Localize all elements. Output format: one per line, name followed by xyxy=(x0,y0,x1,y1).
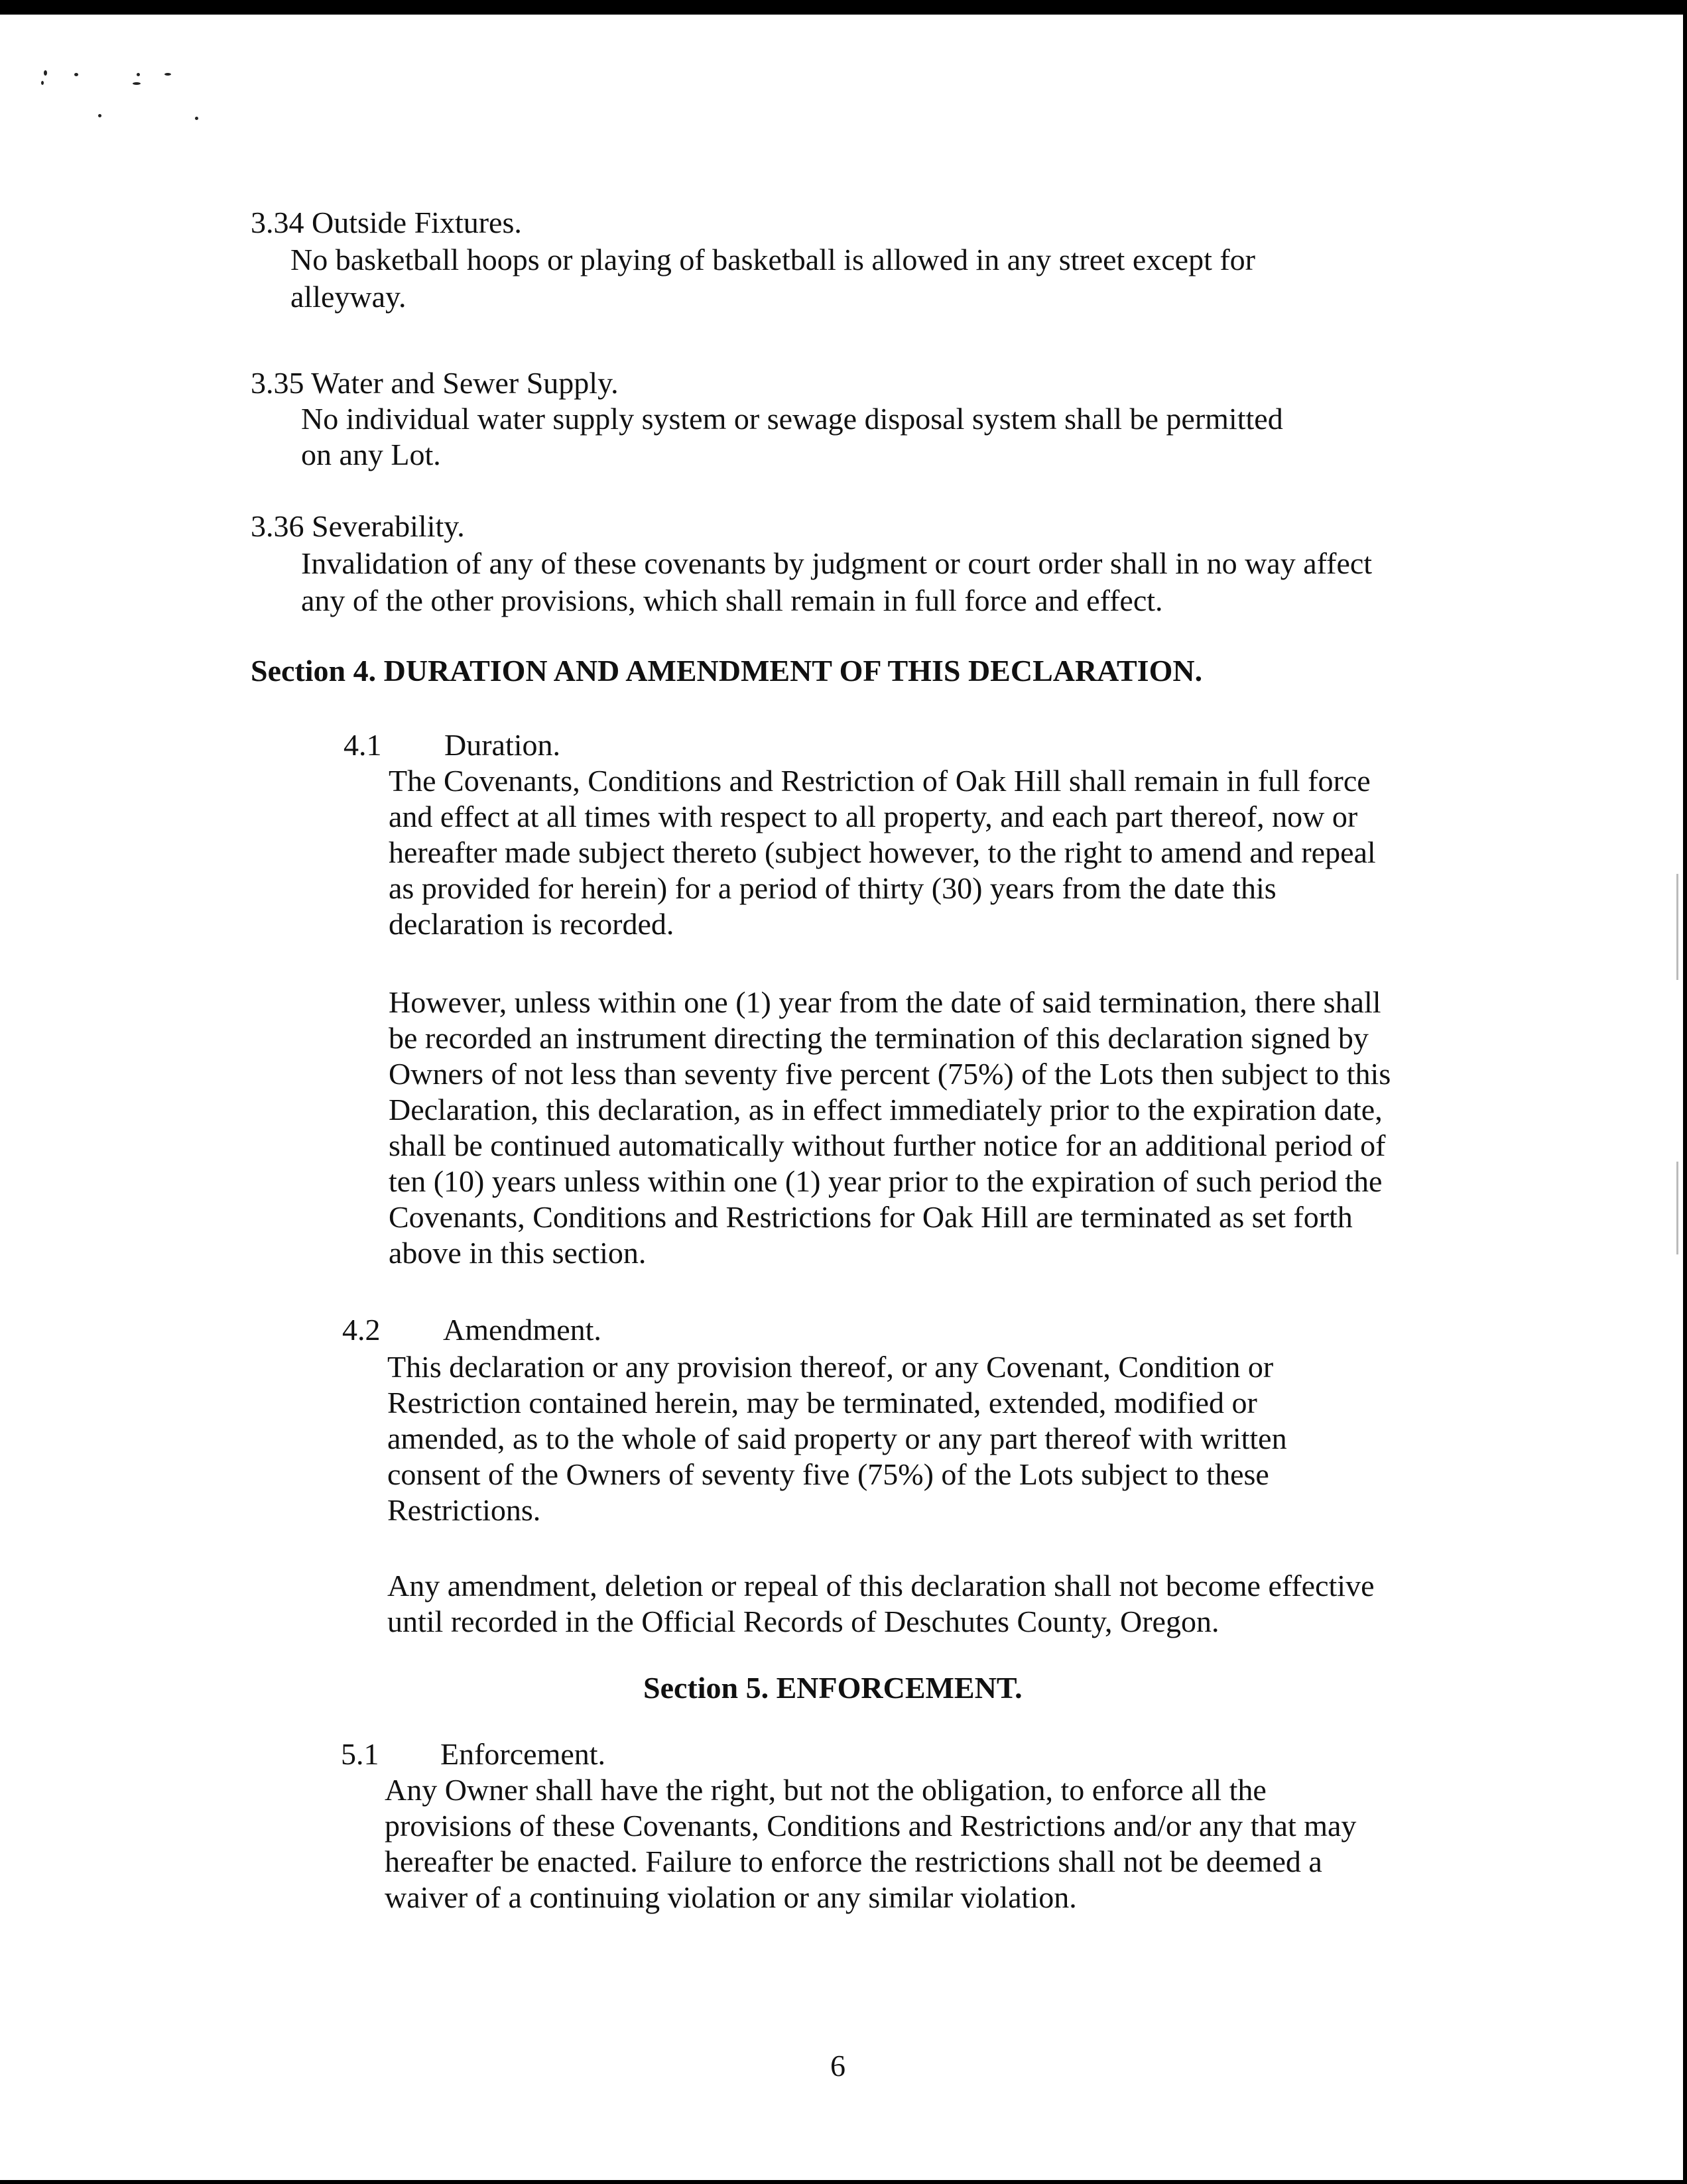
body-line: ten (10) years unless within one (1) year prior to the expiration of such period the xyxy=(389,1164,1383,1198)
scan-speck xyxy=(44,70,47,76)
subsection-4-2-number: 4.2 xyxy=(342,1313,381,1347)
body-line: Restrictions. xyxy=(387,1493,541,1527)
scan-speck xyxy=(98,114,101,117)
body-line: Covenants, Conditions and Restrictions for Oak Hill are terminated as set forth xyxy=(389,1200,1353,1234)
body-line: Invalidation of any of these covenants by judgment or court order shall in no way affect xyxy=(301,546,1373,580)
subsection-5-1-title: Enforcement. xyxy=(440,1737,606,1771)
scan-speck xyxy=(195,117,198,120)
heading-3-35: 3.35 Water and Sewer Supply. xyxy=(251,366,619,400)
subsection-4-1-number: 4.1 xyxy=(344,728,382,762)
body-line: hereafter made subject thereto (subject however, to the right to amend and repeal xyxy=(389,835,1376,869)
body-line: This declaration or any provision thereof, or any Covenant, Condition or xyxy=(387,1350,1274,1384)
body-line: until recorded in the Official Records of Deschutes County, Oregon. xyxy=(387,1605,1219,1638)
body-line: No basketball hoops or playing of basketball is allowed in any street except for xyxy=(290,243,1255,276)
body-line: declaration is recorded. xyxy=(389,907,674,941)
body-line: Any amendment, deletion or repeal of this declaration shall not become effective xyxy=(387,1569,1375,1603)
body-line: shall be continued automatically without further notice for an additional period of xyxy=(389,1128,1386,1162)
body-line: alleyway. xyxy=(290,280,406,314)
body-line: No individual water supply system or sewage disposal system shall be permitted xyxy=(301,402,1283,436)
subsection-5-1-number: 5.1 xyxy=(341,1737,379,1771)
scan-border-bottom xyxy=(0,2180,1687,2184)
body-line: on any Lot. xyxy=(301,438,441,471)
body-line: Owners of not less than seventy five percent (75%) of the Lots then subject to this xyxy=(389,1057,1391,1091)
scan-speck xyxy=(164,73,171,76)
body-line: The Covenants, Conditions and Restriction of Oak Hill shall remain in full force xyxy=(389,764,1371,798)
body-line: Restriction contained herein, may be terminated, extended, modified or xyxy=(387,1386,1257,1420)
scan-edge-mark xyxy=(1676,1162,1678,1254)
body-line: above in this section. xyxy=(389,1236,647,1270)
heading-3-36: 3.36 Severability. xyxy=(251,509,465,543)
scan-speck xyxy=(137,73,140,76)
body-line: any of the other provisions, which shall remain in full force and effect. xyxy=(301,583,1163,617)
section-5-heading: Section 5. ENFORCEMENT. xyxy=(643,1671,1023,1705)
body-line: amended, as to the whole of said property or any part thereof with written xyxy=(387,1422,1287,1455)
subsection-4-1-title: Duration. xyxy=(444,728,561,762)
section-4-heading: Section 4. DURATION AND AMENDMENT OF THIS DECLARATION. xyxy=(251,654,1203,688)
body-line: Any Owner shall have the right, but not the obligation, to enforce all the xyxy=(385,1773,1267,1807)
scan-speck xyxy=(133,82,141,85)
body-line: as provided for herein) for a period of thirty (30) years from the date this xyxy=(389,871,1277,905)
body-line: provisions of these Covenants, Conditions and Restrictions and/or any that may xyxy=(385,1809,1357,1843)
subsection-4-2-title: Amendment. xyxy=(443,1313,601,1347)
body-line: and effect at all times with respect to all property, and each part thereof, now or xyxy=(389,800,1358,833)
page-number: 6 xyxy=(830,2049,845,2083)
scan-border-right xyxy=(1683,0,1687,2184)
body-line: Declaration, this declaration, as in effect immediately prior to the expiration date, xyxy=(389,1093,1383,1126)
scan-border-top xyxy=(0,0,1687,15)
body-line: However, unless within one (1) year from the date of said termination, there shall xyxy=(389,985,1381,1019)
scan-edge-mark xyxy=(1676,874,1678,980)
scan-speck xyxy=(74,73,78,76)
body-line: be recorded an instrument directing the termination of this declaration signed by xyxy=(389,1021,1369,1055)
scan-speck xyxy=(41,81,44,85)
body-line: hereafter be enacted. Failure to enforce the restrictions shall not be deemed a xyxy=(385,1845,1322,1878)
heading-3-34: 3.34 Outside Fixtures. xyxy=(251,206,522,239)
body-line: consent of the Owners of seventy five (75%) of the Lots subject to these xyxy=(387,1457,1269,1491)
body-line: waiver of a continuing violation or any similar violation. xyxy=(385,1880,1077,1914)
